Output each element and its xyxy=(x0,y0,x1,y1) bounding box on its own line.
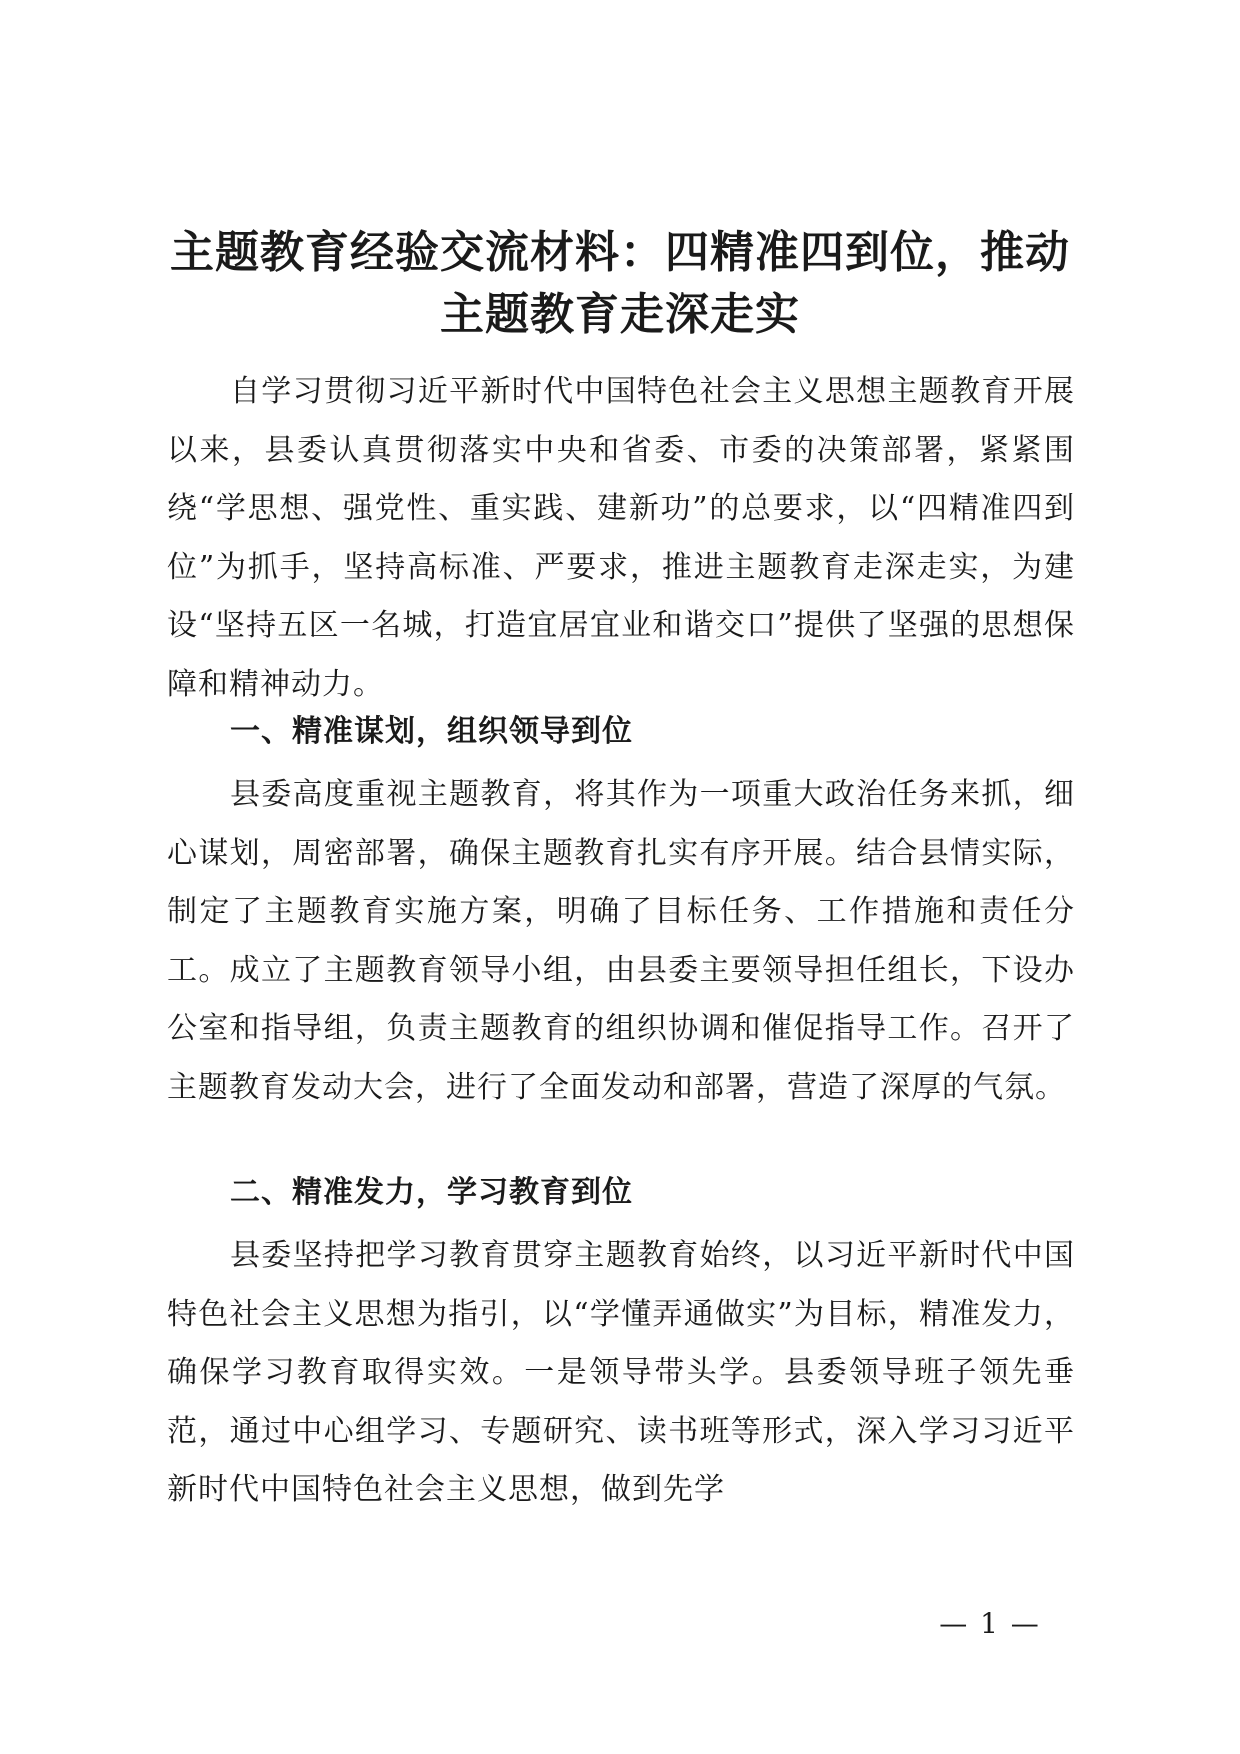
intro-paragraph: 自学习贯彻习近平新时代中国特色社会主义思想主题教育开展以来，县委认真贯彻落实中央和省委、市委的决策部署，紧紧围绕“学思想、强党性、重实践、建新功”的总要求，以“四精准四到位”为抓手，坚持高标准、严要求，推进主题教育走深走实，为建设“坚持五区一名城，打造宜居宜业和谐交口”提供了坚强的思想保障和精神动力。 xyxy=(167,374,1075,702)
section-2-paragraph: 县委坚持把学习教育贯穿主题教育始终，以习近平新时代中国特色社会主义思想为指引，以“学懂弄通做实”为目标，精准发力，确保学习教育取得实效。一是领导带头学。县委领导班子领先垂范，通过中心组学习、专题研究、读书班等形式，深入学习习近平新时代中国特色社会主义思想，做到先学 xyxy=(167,1238,1075,1507)
page-number: — 1 — xyxy=(939,1607,1041,1640)
document-title xyxy=(120,222,1120,346)
section-2-heading: 二、精准发力，学习教育到位 xyxy=(230,1175,633,1210)
document-title-line-1: 主题教育经验交流材料：四精准四到位，推动 xyxy=(170,227,1070,278)
section-1-paragraph: 县委高度重视主题教育，将其作为一项重大政治任务来抓，细心谋划，周密部署，确保主题教育扎实有序开展。结合县情实际，制定了主题教育实施方案，明确了目标任务、工作措施和责任分工。成立了主题教育领导小组，由县委主要领导担任组长，下设办公室和指导组，负责主题教育的组织协调和催促指导工作。召开了主题教育发动大会，进行了全面发动和部署，营造了深厚的气氛。 xyxy=(167,777,1075,1105)
section-1-heading: 一、精准谋划，组织领导到位 xyxy=(230,714,633,749)
document-title-line-2: 主题教育走深走实 xyxy=(440,289,800,340)
